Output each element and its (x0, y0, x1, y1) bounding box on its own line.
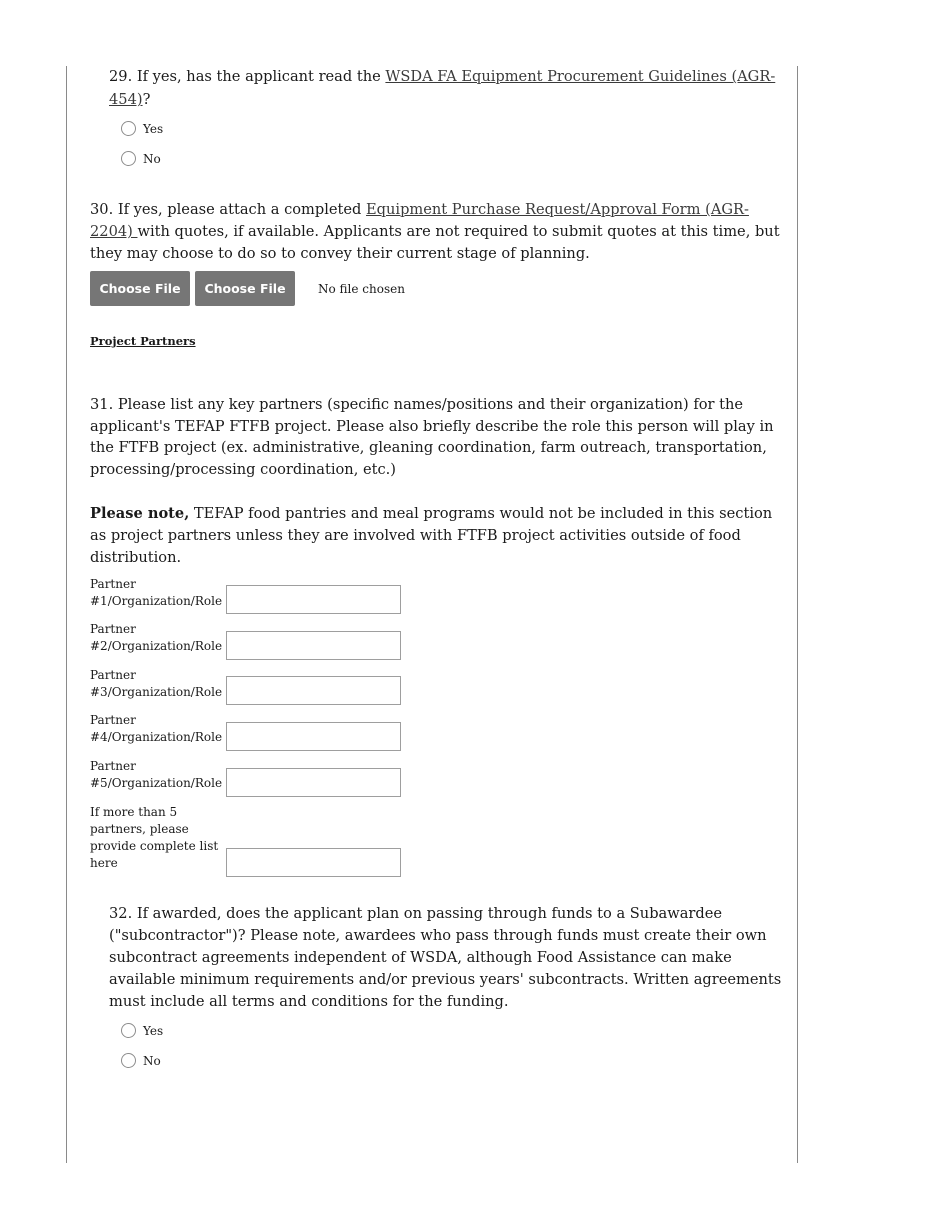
q32-option-no[interactable] (121, 1053, 161, 1068)
choose-file-button-2[interactable]: Choose File (195, 271, 295, 306)
q29-option-no-label: No (143, 151, 161, 166)
q32-radio-yes[interactable] (121, 1023, 136, 1038)
question-30: 30. If yes, please attach a completed Equipment Purchase Request/Approval Form (AGR-2204) with quotes, if available. Applicants are not required to submit quotes at this time, but they may choose to do so to convey their current stage of planning. (90, 201, 780, 262)
question-31-note (90, 503, 780, 569)
procurement-guidelines-link[interactable]: WSDA FA Equipment Procurement Guidelines (AGR-454) (109, 68, 776, 108)
partner-4-label: Partner #4/Organization/Role (90, 713, 223, 744)
section-heading-project-partners: Project Partners (90, 334, 196, 348)
partner-5-input[interactable] (226, 768, 401, 797)
q29-option-yes-label: Yes (143, 121, 164, 136)
partner-2-input[interactable] (226, 631, 401, 660)
q32-radio-no[interactable] (121, 1053, 136, 1068)
q29-radio-yes[interactable] (121, 121, 136, 136)
more-partners-label: If more than 5 partners, please provide complete list here (90, 805, 219, 870)
partner-3-label: Partner #3/Organization/Role (90, 668, 223, 699)
file-status: No file chosen (318, 282, 405, 296)
page-border-right (797, 66, 798, 1163)
partner-5-label: Partner #5/Organization/Role (90, 759, 223, 790)
note-text: TEFAP food pantries and meal programs would not be included in this section as project partners unless they are involved with FTFB project activities outside of food distribution. (90, 505, 773, 566)
question-31: 31. Please list any key partners (specific names/positions and their organization) for the applicant's TEFAP FTFB project. Please also briefly describe the role this person will play in the FTFB project (ex. administrative, gleaning coordination, farm outreach, transportation, processing/processing coordination, etc.) (90, 396, 774, 478)
q32-option-yes[interactable] (121, 1023, 163, 1038)
partner-2-label: Partner #2/Organization/Role (90, 622, 223, 653)
more-partners-input[interactable] (226, 848, 401, 877)
partner-1-label: Partner #1/Organization/Role (90, 577, 223, 608)
equipment-purchase-form-link[interactable]: Equipment Purchase Request/Approval Form (AGR-2204) (90, 201, 749, 240)
page-border-left (66, 66, 67, 1163)
q29-option-no[interactable] (121, 151, 161, 166)
question-29: 29. If yes, has the applicant read the WSDA FA Equipment Procurement Guidelines (AGR-454)? (109, 68, 776, 108)
partner-4-input[interactable] (226, 722, 401, 751)
choose-file-button-1[interactable]: Choose File (90, 271, 190, 306)
q32-option-yes-label: Yes (143, 1023, 164, 1038)
note-bold: Please note, (90, 505, 190, 522)
q29-radio-no[interactable] (121, 151, 136, 166)
q29-option-yes[interactable] (121, 121, 163, 136)
question-32: 32. If awarded, does the applicant plan on passing through funds to a Subawardee ("subcontractor")? Please note, awardees who pass through funds must create their own subcontract agreements independent of WSDA, although Food Assistance can make available minimum requirements and/or previous years' subcontracts. Written agreements must include all terms and conditions for the funding. (109, 905, 782, 1010)
partner-1-input[interactable] (226, 585, 401, 614)
partner-3-input[interactable] (226, 676, 401, 705)
q32-option-no-label: No (143, 1053, 161, 1068)
